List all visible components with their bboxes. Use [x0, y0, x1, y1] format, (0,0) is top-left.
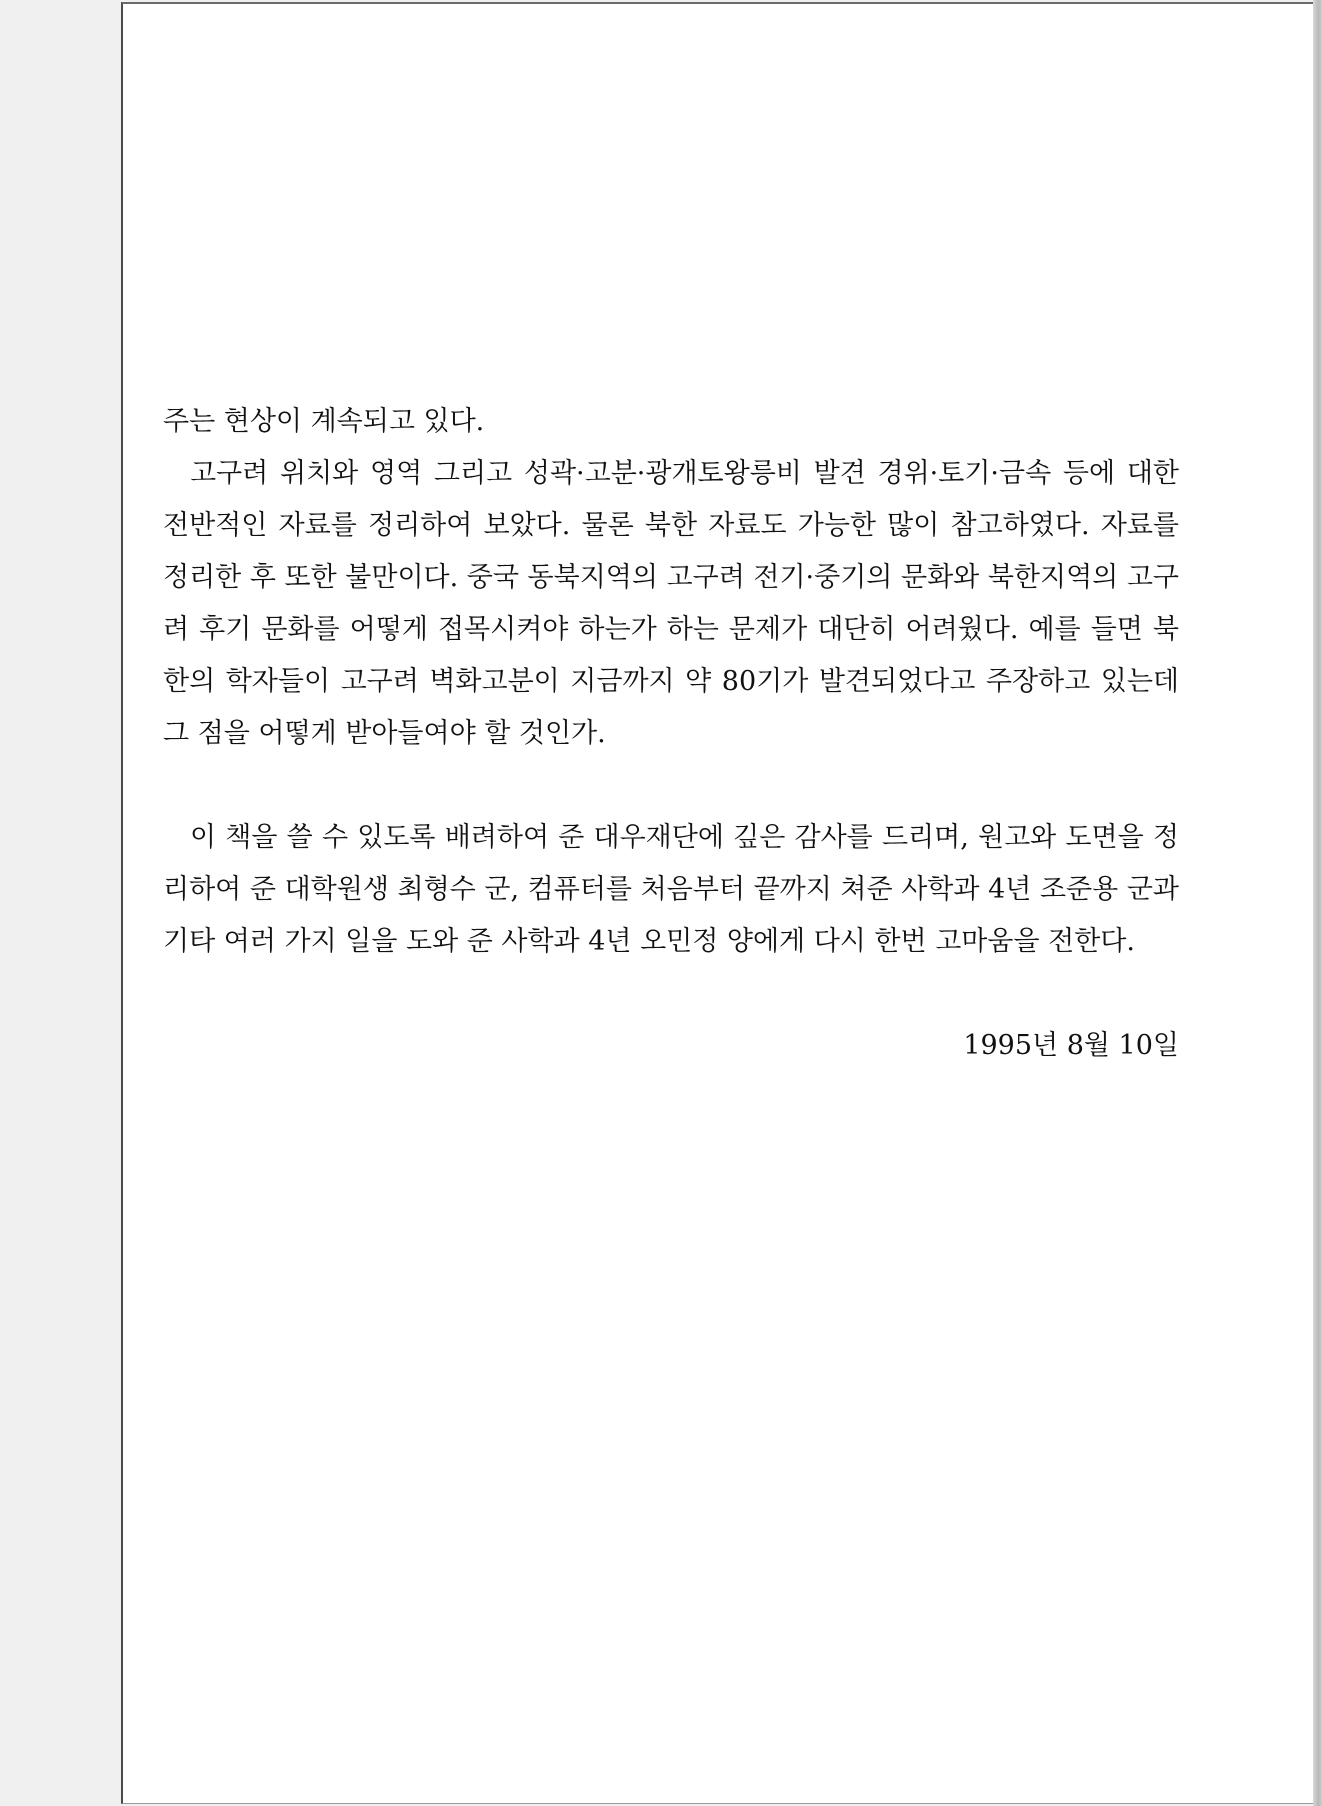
page-edge-shadow	[1313, 0, 1322, 1806]
paragraph-continuation: 주는 현상이 계속되고 있다.	[163, 406, 485, 437]
signature-date: 1995년 8월 10일	[963, 1030, 1179, 1061]
body-text	[163, 396, 1179, 1072]
paragraph-gap	[163, 760, 1179, 812]
paragraph-acknowledgements: 이 책을 쓸 수 있도록 배려하여 준 대우재단에 깊은 감사를 드리며, 원고와 도면을 정리하여 준 대학원생 최형수 군, 컴퓨터를 처음부터 끝까지 쳐준 사학과 4년 조준용 군과 기타 여러 가지 일을 도와 준 사학과 4년 오민정 양에게 다시 한번 고마움을 전한다.	[163, 822, 1179, 957]
paragraph-gap	[163, 968, 1179, 1020]
paragraph-research-summary: 고구려 위치와 영역 그리고 성곽·고분·광개토왕릉비 발견 경위·토기·금속 등에 대한 전반적인 자료를 정리하여 보았다. 물론 북한 자료도 가능한 많이 참고하였다. 자료를 정리한 후 또한 불만이다. 중국 동북지역의 고구려 전기·중기의 문화와 북한지역의 고구려 후기 문화를 어떻게 접목시켜야 하는가 하는 문제가 대단히 어려웠다. 예를 들면 북한의 학자들이 고구려 벽화고분이 지금까지 약 80기가 발견되었다고 주장하고 있는데 그 점을 어떻게 받아들여야 할 것인가.	[163, 458, 1179, 749]
